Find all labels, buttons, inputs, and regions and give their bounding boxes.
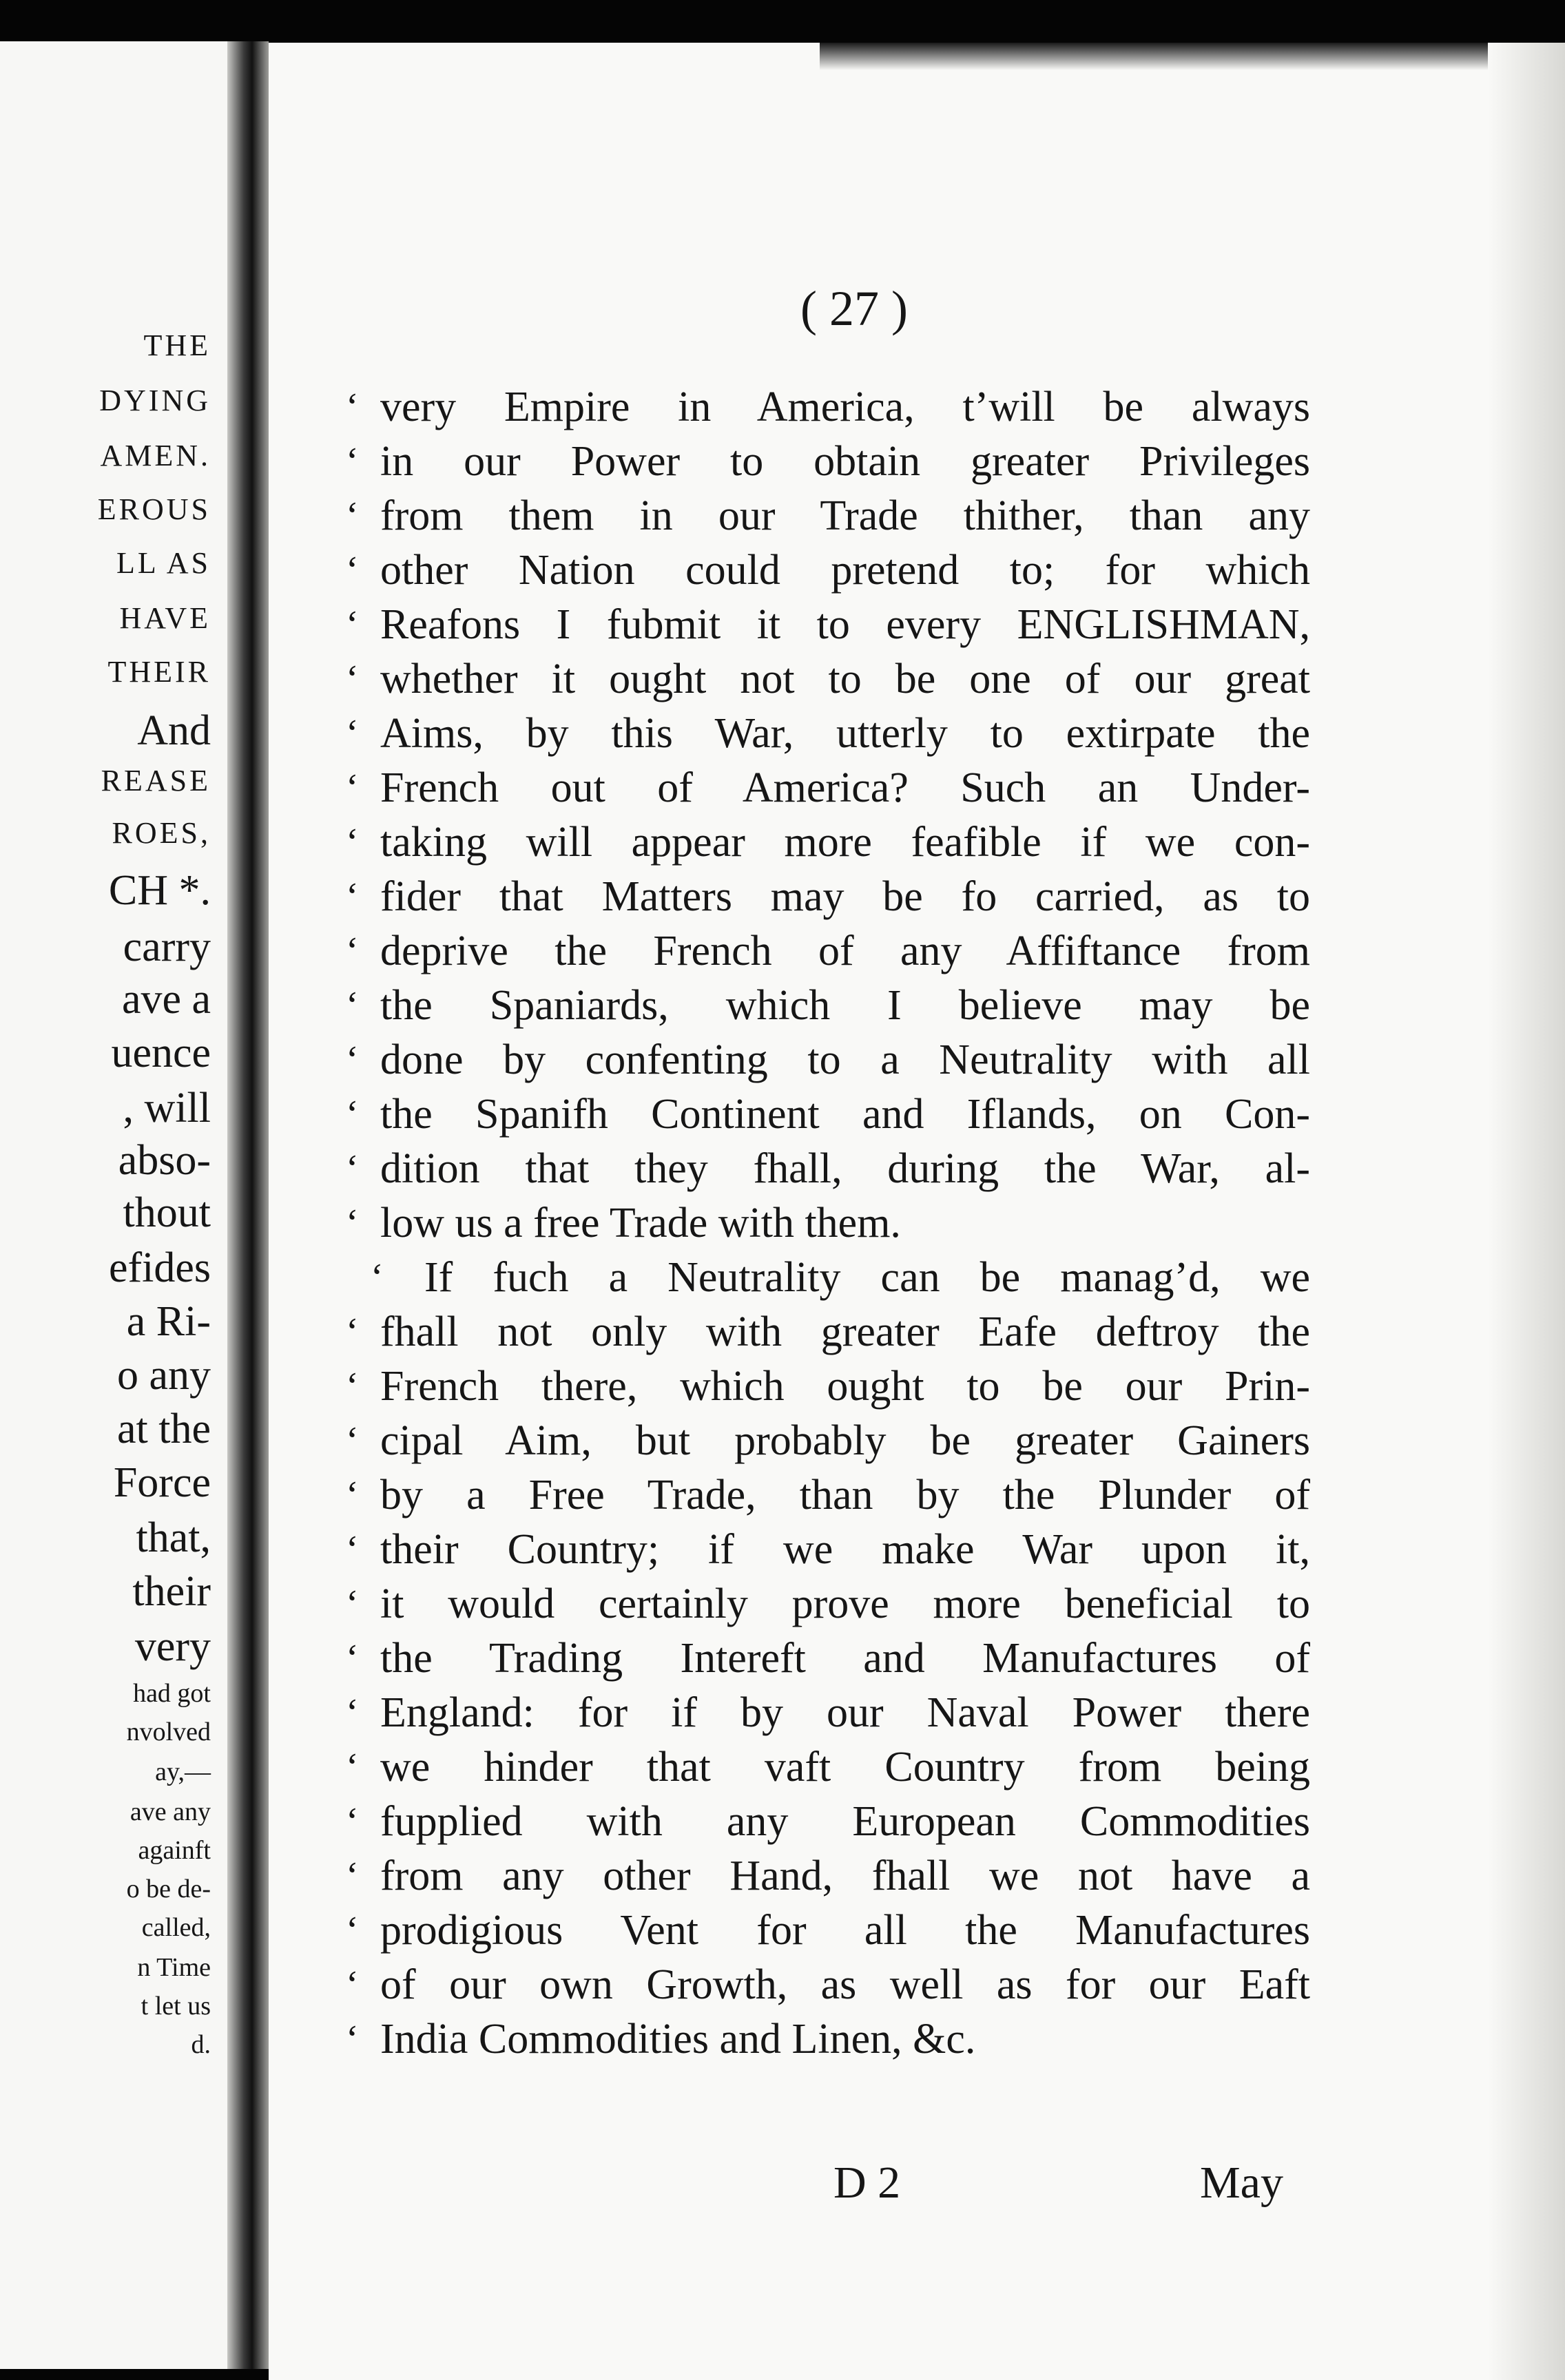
left-facing-page [0,41,227,2369]
text-line [346,924,1310,979]
right-page [269,43,1565,2380]
quote-mark: ‘ [346,875,359,918]
quote-mark: ‘ [371,1256,384,1299]
left-page-line: THE [143,328,211,362]
line-text: taking will appear more feafible if we con- [380,819,1310,866]
text-line [346,1686,1310,1740]
line-text: by a Free Trade, than by the Plunder of [380,1472,1310,1518]
left-page-line: nvolved [126,1718,211,1746]
left-page-line: o be de- [126,1875,211,1903]
line-text: in our Power to obtain greater Privileges [380,438,1310,485]
text-line [346,870,1310,924]
line-text: Aims, by this War, utterly to extirpate the [380,710,1310,757]
quote-mark: ‘ [346,930,359,972]
page-number: ( 27 ) [800,281,908,336]
quote-mark: ‘ [346,1474,359,1516]
text-line [346,1577,1310,1631]
quote-mark: ‘ [346,386,359,428]
line-text: other Nation could pretend to; for which [380,547,1310,594]
quote-mark: ‘ [346,1311,359,1353]
quote-mark: ‘ [346,494,359,537]
line-text: fupplied with any European Commodities [380,1798,1310,1845]
body-text [346,380,1310,2067]
text-line [346,1523,1310,1577]
text-line [346,707,1310,761]
left-page-line: efides [108,1244,211,1291]
page-top-edge [820,43,1565,70]
text-line [346,1033,1310,1087]
left-page-line: very [134,1623,211,1670]
left-page-line: had got [133,1679,211,1708]
line-text: fhall not only with greater Eafe deftroy the [380,1308,1310,1355]
page-right-edge [1488,43,1565,2380]
line-text: the Trading Intereft and Manufactures of [380,1635,1310,1682]
quote-mark: ‘ [346,766,359,809]
text-line [346,1795,1310,1849]
line-text: fider that Matters may be fo carried, as to [380,873,1310,920]
binding-gutter [227,41,269,2369]
text-line [346,815,1310,870]
left-page-line: CH *. [108,867,211,914]
text-line [346,1359,1310,1414]
line-text: deprive the French of any Affiftance from [380,928,1310,974]
quote-mark: ‘ [346,1147,359,1190]
text-line [346,1305,1310,1359]
quote-mark: ‘ [346,1909,359,1952]
left-page-line: at the [117,1406,211,1452]
text-line [346,1631,1310,1686]
line-text: cipal Aim, but probably be greater Gainers [380,1417,1310,1464]
quote-mark: ‘ [346,658,359,700]
line-text: it would certainly prove more beneficial to [380,1580,1310,1627]
quote-mark: ‘ [346,984,359,1027]
quote-mark: ‘ [346,1746,359,1788]
left-page-line: that, [136,1514,211,1561]
line-text: of our own Growth, as well as for our Eaft [380,1961,1310,2008]
line-text: prodigious Vent for all the Manufactures [380,1907,1310,1954]
left-page-line: LL AS [116,546,211,580]
left-page-line: t let us [141,1992,211,2021]
left-page-line: EROUS [97,492,211,526]
quote-mark: ‘ [346,1691,359,1734]
quote-mark: ‘ [346,1583,359,1625]
left-page-line: And [137,707,211,754]
left-page-line: a Ri- [126,1298,211,1345]
text-line [346,1142,1310,1196]
line-text: we hinder that vaft Country from being [380,1744,1310,1791]
text-line [346,380,1310,435]
text-line [346,1958,1310,2012]
left-page-line: abso- [118,1137,211,1184]
line-text: India Commodities and Linen, &c. [380,2016,976,2063]
left-page-line: d. [191,2030,211,2059]
text-line [346,1740,1310,1795]
left-page-line: ROES, [112,816,211,850]
quote-mark: ‘ [346,603,359,646]
text-line [346,1468,1310,1523]
text-line [346,1414,1310,1468]
quote-mark: ‘ [346,1800,359,1843]
text-line [346,979,1310,1033]
text-line [346,652,1310,707]
text-line [346,435,1310,489]
quote-mark: ‘ [346,1419,359,1462]
quote-mark: ‘ [346,1365,359,1408]
quote-mark: ‘ [346,821,359,864]
text-line [346,2012,1310,2067]
catchword: May [1200,2158,1283,2208]
line-text: French out of America? Such an Under- [380,764,1310,811]
left-page-line: thout [123,1189,211,1236]
quote-mark: ‘ [346,1202,359,1244]
line-text: from any other Hand, fhall we not have a [380,1852,1310,1899]
left-page-line: DYING [99,384,211,417]
quote-mark: ‘ [346,1855,359,1897]
line-text: very Empire in America, t’will be always [380,384,1310,430]
left-page-line: called, [141,1913,211,1942]
left-page-line: n Time [137,1953,211,1982]
line-text: done by confenting to a Neutrality with all [380,1036,1310,1083]
quote-mark: ‘ [346,1528,359,1571]
quote-mark: ‘ [346,712,359,755]
line-text: dition that they fhall, during the War, al- [380,1145,1310,1192]
line-text: low us a free Trade with them. [380,1200,901,1246]
text-line [346,489,1310,543]
quote-mark: ‘ [346,1038,359,1081]
text-line [346,1196,1310,1251]
quote-mark: ‘ [346,2018,359,2060]
left-page-line: ave any [129,1797,211,1826]
line-text: their Country; if we make War upon it, [380,1526,1310,1573]
line-text: from them in our Trade thither, than any [380,492,1310,539]
left-page-line: carry [123,923,211,970]
line-text: England: for if by our Naval Power there [380,1689,1310,1736]
left-page-line: againft [138,1836,211,1865]
left-page-line: HAVE [119,601,211,635]
text-line [346,1251,1310,1305]
signature-mark: D 2 [833,2158,901,2208]
quote-mark: ‘ [346,440,359,483]
left-page-line: ay,— [155,1757,211,1786]
left-page-line: AMEN. [100,439,211,472]
line-text: the Spaniards, which I believe may be [380,982,1310,1029]
line-text: If fuch a Neutrality can be manag’d, we [424,1254,1310,1301]
left-page-line: Force [113,1459,211,1506]
left-page-line: ave a [121,976,211,1023]
quote-mark: ‘ [346,1963,359,2006]
left-page-line: their [132,1568,211,1615]
text-line [346,598,1310,652]
left-page-line: uence [111,1030,211,1076]
left-page-line: THEIR [107,655,211,689]
line-text: the Spanifh Continent and Iflands, on Con- [380,1091,1310,1138]
text-line [346,543,1310,598]
text-line [346,1849,1310,1903]
quote-mark: ‘ [346,1637,359,1680]
quote-mark: ‘ [346,549,359,592]
line-text: whether it ought not to be one of our great [380,656,1310,702]
text-line [346,761,1310,815]
quote-mark: ‘ [346,1093,359,1136]
text-line [346,1087,1310,1142]
line-text: French there, which ought to be our Prin- [380,1363,1310,1410]
line-text: Reafons I fubmit it to every ENGLISHMAN, [380,601,1310,648]
left-page-line: , will [123,1085,211,1131]
text-line [346,1903,1310,1958]
left-page-line: o any [116,1352,211,1399]
left-page-line: REASE [101,764,211,797]
